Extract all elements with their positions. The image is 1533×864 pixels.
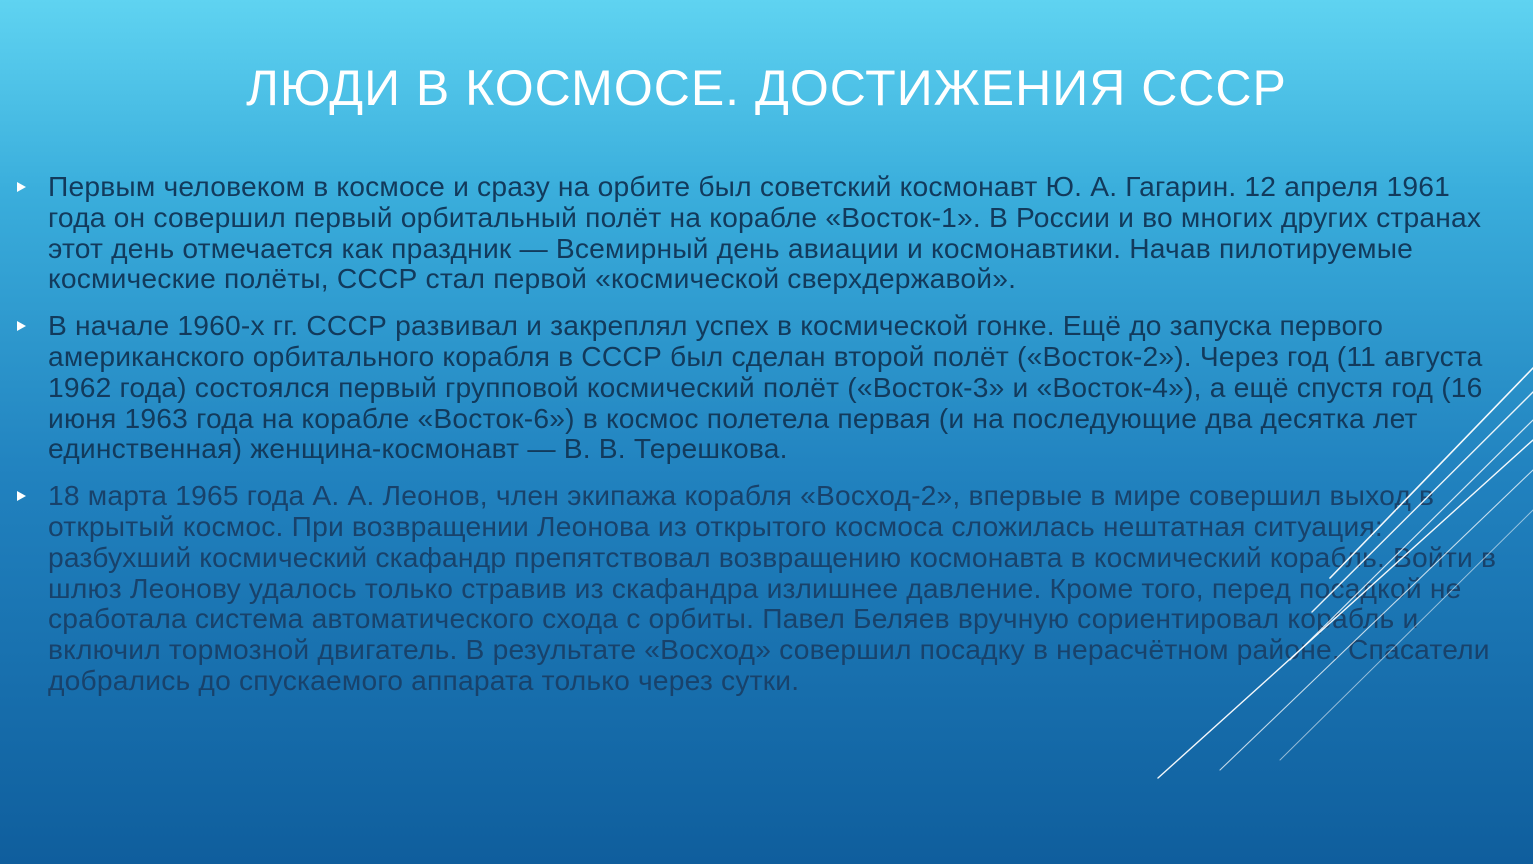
slide-body: [14, 171, 1514, 712]
bullet-item: [14, 171, 1514, 294]
bullet-item: [14, 480, 1514, 696]
triangle-bullet-icon: [17, 182, 26, 192]
triangle-bullet-icon: [17, 491, 26, 501]
bullet-item: [14, 310, 1514, 464]
bullet-text: Первым человеком в космосе и сразу на орбите был советский космонавт Ю. А. Гагарин. 12 апреля 1961 года он совершил первый орбитальный полёт на корабле «Восток-1». В России и во многих других странах этот день отмечается как праздник — Всемирный день авиации и космонавтики. Начав пилотируемые космические полёты, СССР стал первой «космической сверхдержавой».: [48, 170, 1482, 295]
slide-title: ЛЮДИ В КОСМОСЕ. ДОСТИЖЕНИЯ СССР: [246, 60, 1287, 116]
triangle-bullet-icon: [17, 321, 26, 331]
bullet-text: 18 марта 1965 года А. А. Леонов, член экипажа корабля «Восход-2», впервые в мире совершил выход в открытый космос. При возвращении Леонова из открытого космоса сложилась нештатная ситуация: разбухший космический скафандр препятствовал возвращению космонавта в космический корабль. Войти в шлюз Леонову удалось только стравив из скафандра излишнее давление. Кроме того, перед посадкой не сработала система автоматического схода с орбиты. Павел Беляев вручную сориентировал корабль и включил тормозной двигатель. В результате «Восход» совершил посадку в нерасчётном районе. Спасатели добрались до спускаемого аппарата только через сутки.: [48, 479, 1497, 696]
bullet-text: В начале 1960-х гг. СССР развивал и закреплял успех в космической гонке. Ещё до запуска первого американского орбитального корабля в СССР был сделан второй полёт («Восток-2»). Через год (11 августа 1962 года) состоялся первый групповой космический полёт («Восток-3» и «Восток-4»), а ещё спустя год (16 июня 1963 года на корабле «Восток-6») в космос полетела первая (и на последующие два десятка лет единственная) женщина-космонавт — В. В. Терешкова.: [48, 309, 1483, 465]
